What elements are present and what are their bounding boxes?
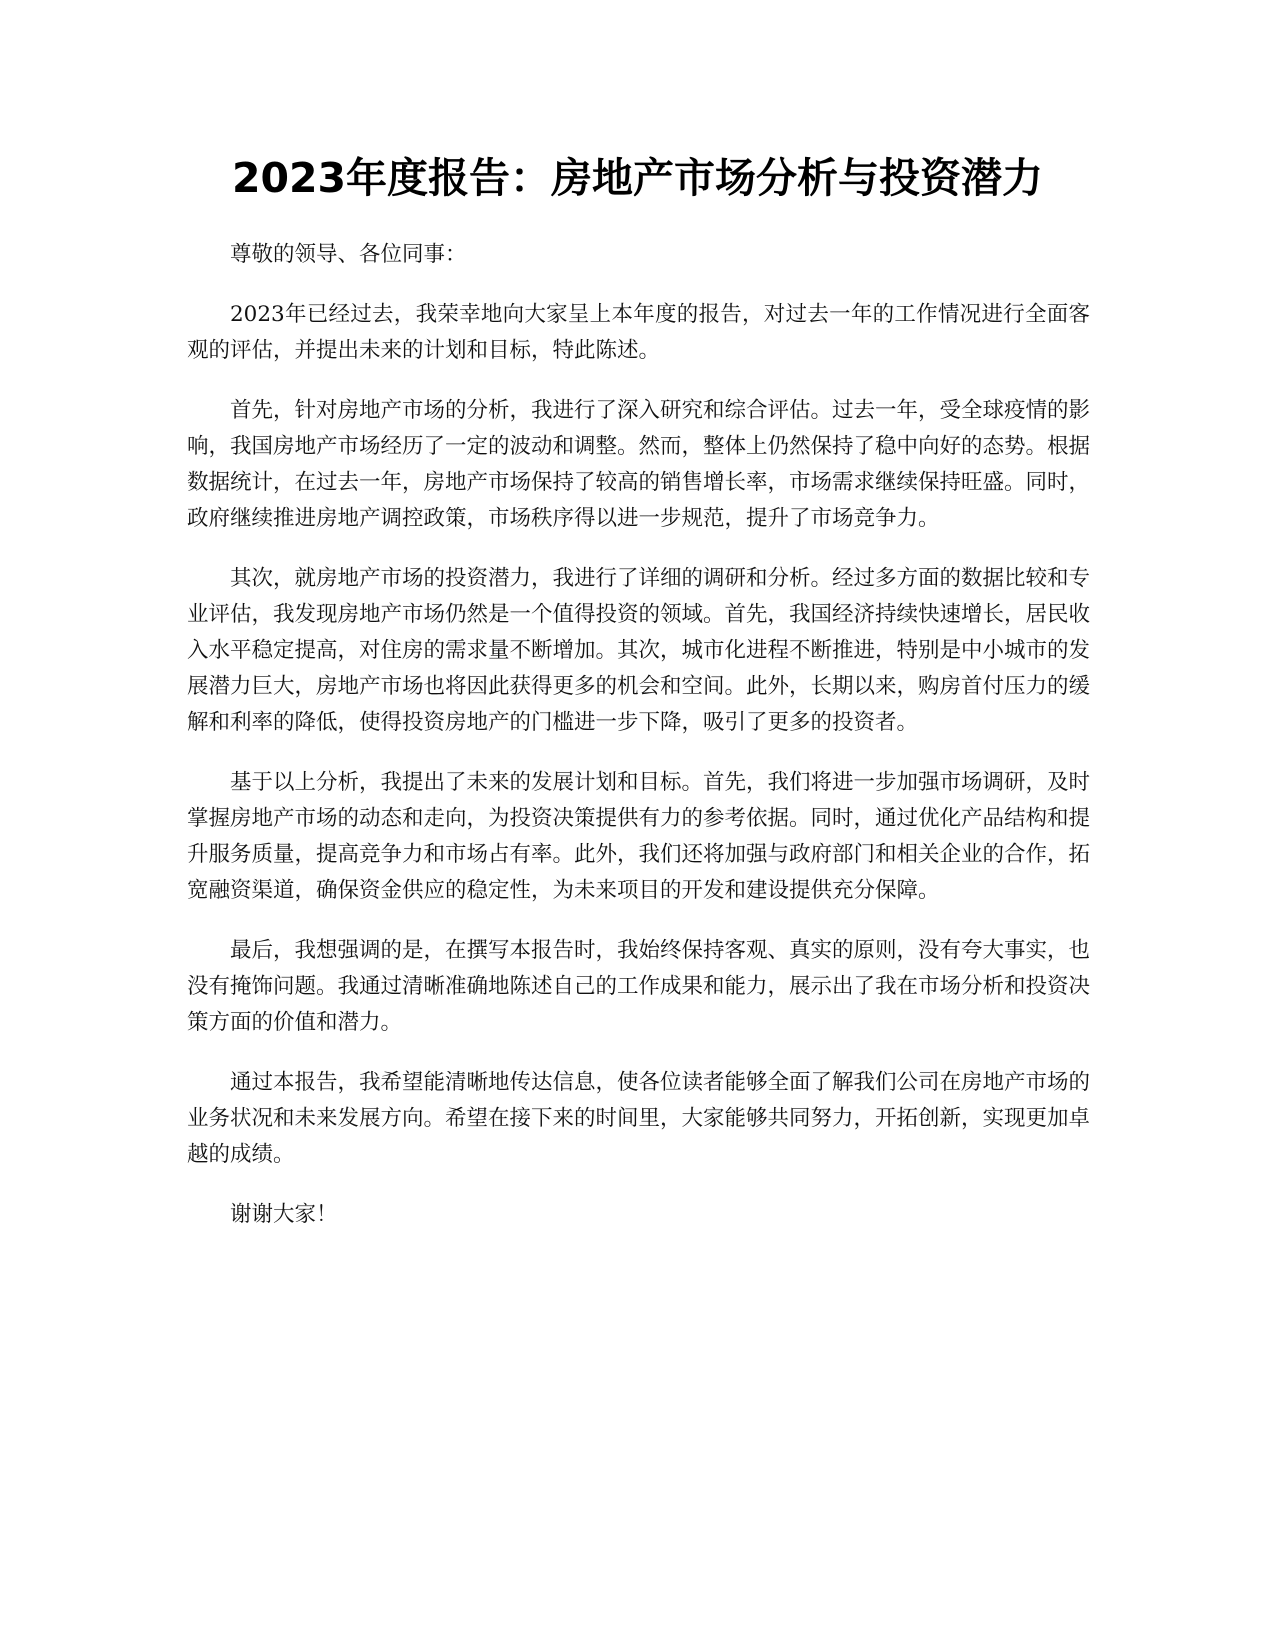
- investment-potential-paragraph: 其次，就房地产市场的投资潜力，我进行了详细的调研和分析。经过多方面的数据比较和专业评估，我发现房地产市场仍然是一个值得投资的领域。首先，我国经济持续快速增长，居民收入水平稳定提高，对住房的需求量不断增加。其次，城市化进程不断推进，特别是中小城市的发展潜力巨大，房地产市场也将因此获得更多的机会和空间。此外，长期以来，购房首付压力的缓解和利率的降低，使得投资房地产的门槛进一步下降，吸引了更多的投资者。: [187, 566, 1091, 735]
- salutation-paragraph: 尊敬的领导、各位同事：: [230, 242, 467, 267]
- thanks-paragraph: 谢谢大家！: [230, 1202, 338, 1227]
- emphasis-paragraph: 最后，我想强调的是，在撰写本报告时，我始终保持客观、真实的原则，没有夸大事实，也没有掩饰问题。我通过清晰准确地陈述自己的工作成果和能力，展示出了我在市场分析和投资决策方面的价值和潜力。: [187, 938, 1091, 1035]
- document-body: [187, 237, 1090, 1257]
- future-plan-paragraph: 基于以上分析，我提出了未来的发展计划和目标。首先，我们将进一步加强市场调研，及时掌握房地产市场的动态和走向，为投资决策提供有力的参考依据。同时，通过优化产品结构和提升服务质量，提高竞争力和市场占有率。此外，我们还将加强与政府部门和相关企业的合作，拓宽融资渠道，确保资金供应的稳定性，为未来项目的开发和建设提供充分保障。: [187, 770, 1091, 903]
- market-analysis-paragraph: 首先，针对房地产市场的分析，我进行了深入研究和综合评估。过去一年，受全球疫情的影响，我国房地产市场经历了一定的波动和调整。然而，整体上仍然保持了稳中向好的态势。根据数据统计，在过去一年，房地产市场保持了较高的销售增长率，市场需求继续保持旺盛。同时，政府继续推进房地产调控政策，市场秩序得以进一步规范，提升了市场竞争力。: [187, 398, 1091, 531]
- conclusion-paragraph: 通过本报告，我希望能清晰地传达信息，使各位读者能够全面了解我们公司在房地产市场的业务状况和未来发展方向。希望在接下来的时间里，大家能够共同努力，开拓创新，实现更加卓越的成绩。: [187, 1070, 1091, 1167]
- intro-paragraph: 2023年已经过去，我荣幸地向大家呈上本年度的报告，对过去一年的工作情况进行全面客观的评估，并提出未来的计划和目标，特此陈述。: [187, 302, 1090, 363]
- document-title: 2023年度报告：房地产市场分析与投资潜力: [231, 154, 1044, 202]
